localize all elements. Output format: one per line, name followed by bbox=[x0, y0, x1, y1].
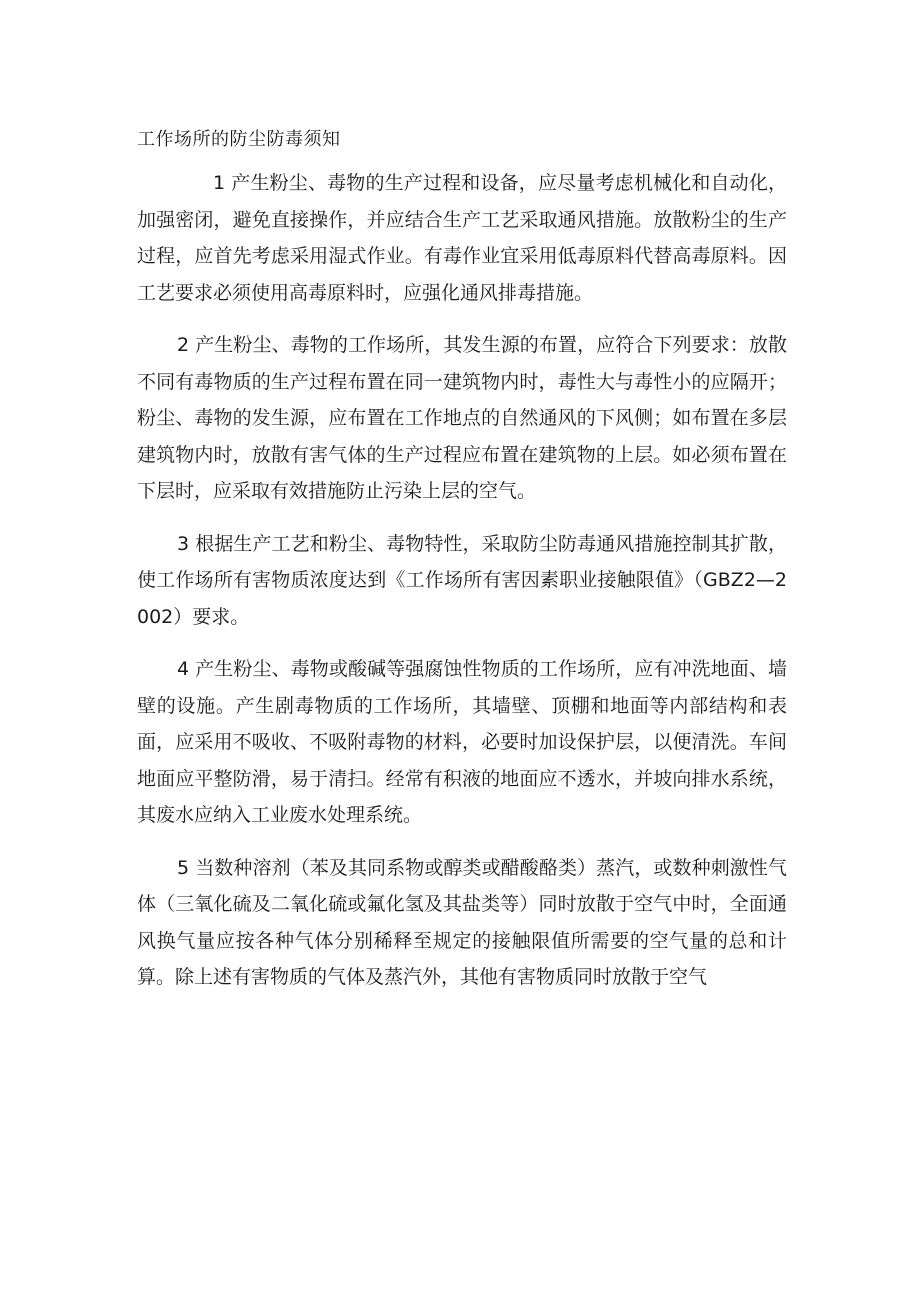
paragraph-5: 5 当数种溶剂（苯及其同系物或醇类或醋酸酪类）蒸汽，或数种刺激性气体（三氧化硫及二氧化硫或氟化氢及其盐类等）同时放散于空气中时，全面通风换气量应按各种气体分别稀释至规定的接触限值所需要的空气量的总和计算。除上述有害物质的气体及蒸汽外，其他有害物质同时放散于空气 bbox=[137, 856, 787, 988]
paragraph-1: 1 产生粉尘、毒物的生产过程和设备，应尽量考虑机械化和自动化，加强密闭，避免直接操作，并应结合生产工艺采取通风措施。放散粉尘的生产过程，应首先考虑采用湿式作业。有毒作业宜采用低毒原料代替高毒原料。因工艺要求必须使用高毒原料时，应强化通风排毒措施。 bbox=[137, 172, 787, 304]
paragraph-2: 2 产生粉尘、毒物的工作场所，其发生源的布置，应符合下列要求：放散不同有毒物质的生产过程布置在同一建筑物内时，毒性大与毒性小的应隔开；粉尘、毒物的发生源，应布置在工作地点的自然通风的下风侧；如布置在多层建筑物内时，放散有害气体的生产过程应布置在建筑物的上层。如必须布置在下层时，应采取有效措施防止污染上层的空气。 bbox=[137, 334, 787, 502]
paragraph-4: 4 产生粉尘、毒物或酸碱等强腐蚀性物质的工作场所，应有冲洗地面、墙壁的设施。产生剧毒物质的工作场所，其墙壁、顶棚和地面等内部结构和表面，应采用不吸收、不吸附毒物的材料，必要时加设保护层，以便清洗。车间地面应平整防滑，易于清扫。经常有积液的地面应不透水，并坡向排水系统，其废水应纳入工业废水处理系统。 bbox=[137, 658, 787, 826]
paragraph-3: 3 根据生产工艺和粉尘、毒物特性，采取防尘防毒通风措施控制其扩散，使工作场所有害物质浓度达到《工作场所有害因素职业接触限值》（GBZ2—2002）要求。 bbox=[137, 532, 787, 628]
document-title: 工作场所的防尘防毒须知 bbox=[137, 129, 341, 150]
document-body bbox=[137, 165, 787, 1012]
